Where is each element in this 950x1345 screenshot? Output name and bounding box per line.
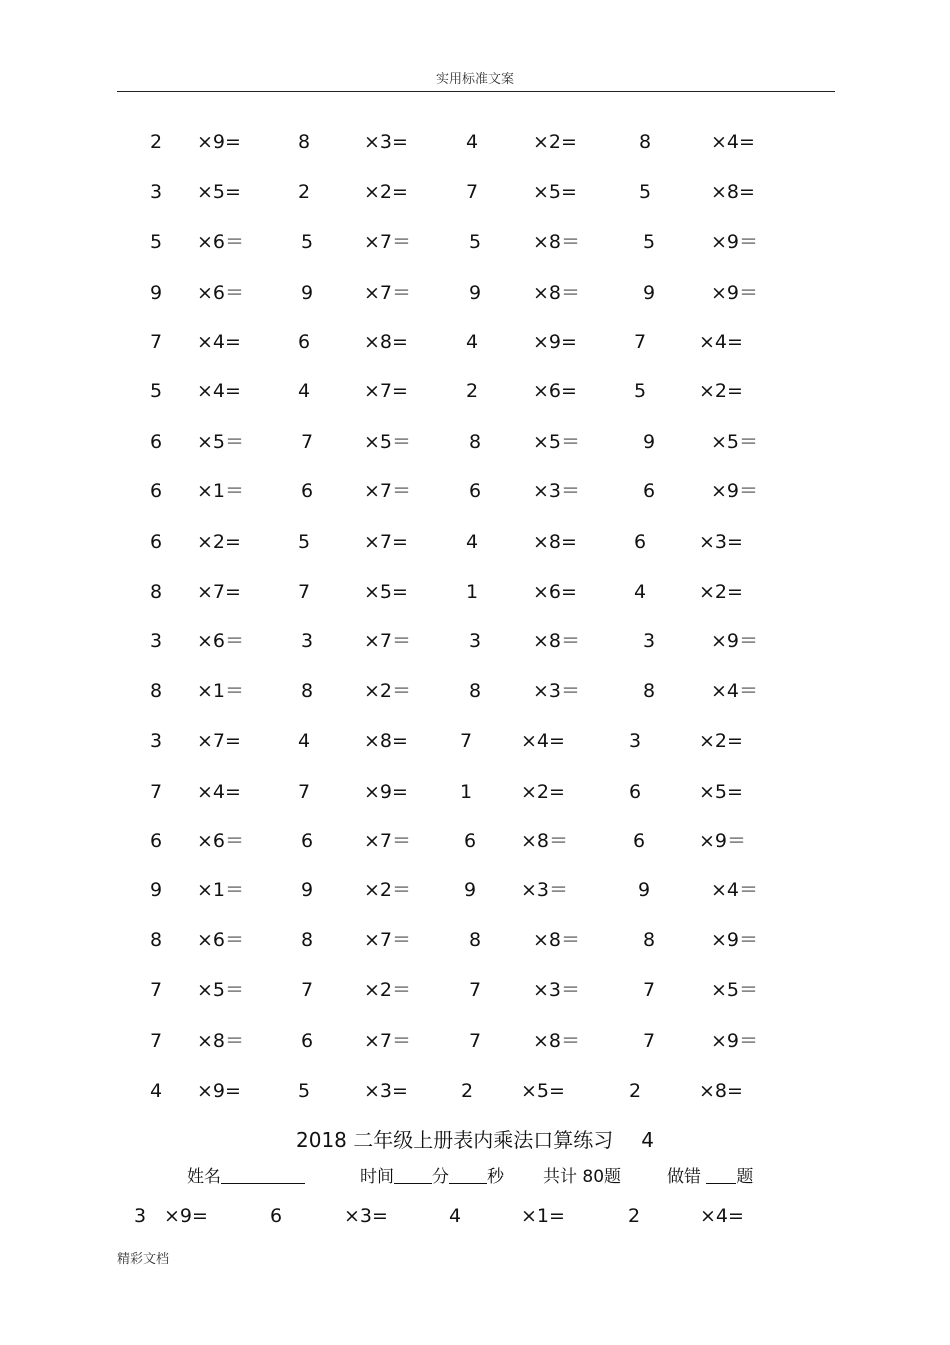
multiplicand: 4 (150, 1080, 163, 1102)
second-label: 秒 (487, 1167, 504, 1187)
multiplier-expression: ×7= (364, 531, 408, 553)
multiplicand: 7 (469, 1030, 482, 1052)
multiplicand: 5 (639, 181, 652, 203)
exercise-row (0, 280, 950, 306)
multiplicand: 8 (469, 680, 482, 702)
title-number: 4 (641, 1128, 654, 1152)
multiplicand: 3 (134, 1205, 147, 1227)
multiplier-expression: ×7= (364, 380, 408, 402)
multiplicand: 6 (633, 830, 646, 852)
multiplier-expression: ×9= (364, 781, 408, 803)
multiplier-expression: ×9＝ (711, 1030, 759, 1052)
multiplicand: 1 (466, 581, 479, 603)
multiplier-expression: ×2= (521, 781, 565, 803)
multiplier-expression: ×2＝ (364, 680, 412, 702)
name-field[interactable] (187, 1164, 305, 1190)
multiplier-expression: ×8= (699, 1080, 743, 1102)
multiplicand: 5 (643, 231, 656, 253)
multiplier-expression: ×9＝ (711, 929, 759, 951)
multiplicand: 7 (643, 979, 656, 1001)
exercise-row (0, 927, 950, 953)
multiplicand: 9 (301, 282, 314, 304)
total-label: 共计 (543, 1167, 577, 1187)
multiplicand: 8 (150, 680, 163, 702)
multiplier-expression: ×7= (197, 730, 241, 752)
multiplicand: 1 (460, 781, 473, 803)
exercise-row (0, 378, 950, 404)
multiplicand: 5 (469, 231, 482, 253)
multiplier-expression: ×7＝ (364, 480, 412, 502)
multiplier-expression: ×9＝ (711, 231, 759, 253)
multiplicand: 8 (469, 929, 482, 951)
multiplier-expression: ×8＝ (533, 929, 581, 951)
multiplicand: 3 (150, 630, 163, 652)
total-number: 80 (582, 1167, 605, 1187)
multiplier-expression: ×3= (699, 531, 743, 553)
multiplier-expression: ×5= (364, 581, 408, 603)
time-label: 时间 (360, 1167, 394, 1187)
multiplier-expression: ×1＝ (197, 480, 245, 502)
multiplicand: 2 (298, 181, 311, 203)
multiplicand: 8 (301, 929, 314, 951)
multiplicand: 9 (469, 282, 482, 304)
exercise-row (0, 779, 950, 805)
multiplier-expression: ×8= (364, 331, 408, 353)
exercise-row (0, 129, 950, 155)
wrong-blank[interactable] (706, 1165, 736, 1184)
multiplier-expression: ×4＝ (711, 879, 759, 901)
exercise-row (0, 877, 950, 903)
multiplier-expression: ×1＝ (197, 879, 245, 901)
time-field[interactable] (360, 1164, 504, 1190)
exercise-row (0, 1078, 950, 1104)
multiplier-expression: ×2= (699, 581, 743, 603)
multiplier-expression: ×9＝ (711, 282, 759, 304)
multiplicand: 7 (301, 431, 314, 453)
multiplier-expression: ×7＝ (364, 929, 412, 951)
multiplier-expression: ×3= (364, 1080, 408, 1102)
multiplicand: 7 (150, 331, 163, 353)
student-info-row (0, 1164, 950, 1190)
multiplicand: 5 (150, 380, 163, 402)
multiplier-expression: ×8＝ (533, 630, 581, 652)
multiplicand: 2 (629, 1080, 642, 1102)
multiplicand: 6 (150, 480, 163, 502)
multiplicand: 6 (301, 480, 314, 502)
multiplicand: 6 (629, 781, 642, 803)
multiplier-expression: ×9= (197, 1080, 241, 1102)
exercise-row (0, 478, 950, 504)
title-text: 2018 二年级上册表内乘法口算练习 (296, 1128, 614, 1152)
wrong-field[interactable] (667, 1164, 753, 1190)
multiplier-expression: ×8＝ (197, 1030, 245, 1052)
multiplier-expression: ×5＝ (364, 431, 412, 453)
multiplicand: 2 (628, 1205, 641, 1227)
page-header: 实用标准文案 (435, 72, 514, 87)
multiplicand: 6 (643, 480, 656, 502)
multiplicand: 3 (629, 730, 642, 752)
multiplicand: 7 (150, 979, 163, 1001)
multiplicand: 9 (301, 879, 314, 901)
multiplicand: 8 (639, 131, 652, 153)
multiplier-expression: ×5＝ (711, 431, 759, 453)
multiplier-expression: ×6＝ (197, 630, 245, 652)
multiplicand: 9 (150, 879, 163, 901)
multiplier-expression: ×3＝ (533, 680, 581, 702)
multiplier-expression: ×6＝ (197, 830, 245, 852)
multiplier-expression: ×7= (197, 581, 241, 603)
multiplicand: 5 (298, 531, 311, 553)
wrong-label: 做错 (667, 1167, 701, 1187)
multiplier-expression: ×4= (699, 331, 743, 353)
multiplier-expression: ×4= (197, 781, 241, 803)
multiplicand: 8 (150, 929, 163, 951)
multiplicand: 6 (298, 331, 311, 353)
multiplicand: 3 (469, 630, 482, 652)
multiplicand: 3 (301, 630, 314, 652)
multiplier-expression: ×8＝ (533, 1030, 581, 1052)
multiplicand: 7 (301, 979, 314, 1001)
multiplier-expression: ×8= (533, 531, 577, 553)
multiplicand: 5 (298, 1080, 311, 1102)
multiplicand: 8 (150, 581, 163, 603)
multiplier-expression: ×3＝ (521, 879, 569, 901)
multiplier-expression: ×2= (699, 380, 743, 402)
multiplicand: 6 (301, 1030, 314, 1052)
multiplier-expression: ×3＝ (533, 979, 581, 1001)
multiplier-expression: ×5＝ (533, 431, 581, 453)
total-count (543, 1164, 621, 1190)
multiplicand: 6 (150, 830, 163, 852)
exercise-row (0, 977, 950, 1003)
multiplier-expression: ×1＝ (197, 680, 245, 702)
multiplier-expression: ×2＝ (364, 879, 412, 901)
multiplicand: 7 (634, 331, 647, 353)
multiplicand: 2 (466, 380, 479, 402)
multiplicand: 3 (150, 181, 163, 203)
wrong-unit: 题 (736, 1167, 754, 1187)
multiplicand: 3 (643, 630, 656, 652)
exercise-row (0, 1028, 950, 1054)
multiplier-expression: ×5= (699, 781, 743, 803)
multiplier-expression: ×5＝ (197, 979, 245, 1001)
exercise-row (0, 728, 950, 754)
seconds-blank[interactable] (449, 1165, 487, 1184)
exercise-row (0, 828, 950, 854)
exercise-row (0, 229, 950, 255)
multiplier-expression: ×5= (521, 1080, 565, 1102)
multiplier-expression: ×5＝ (711, 979, 759, 1001)
multiplier-expression: ×7＝ (364, 282, 412, 304)
multiplier-expression: ×4= (521, 730, 565, 752)
multiplicand: 9 (643, 282, 656, 304)
multiplier-expression: ×2= (699, 730, 743, 752)
exercise-row (0, 628, 950, 654)
exercise-row (0, 579, 950, 605)
multiplier-expression: ×2= (197, 531, 241, 553)
multiplicand: 4 (466, 331, 479, 353)
multiplicand: 6 (150, 431, 163, 453)
name-label: 姓名 (187, 1167, 221, 1187)
multiplier-expression: ×6＝ (197, 282, 245, 304)
name-blank[interactable] (221, 1165, 305, 1184)
multiplier-expression: ×8＝ (521, 830, 569, 852)
multiplicand: 4 (298, 380, 311, 402)
multiplicand: 8 (298, 131, 311, 153)
multiplier-expression: ×6= (533, 581, 577, 603)
exercise-row (0, 678, 950, 704)
header-divider (117, 91, 835, 92)
multiplier-expression: ×2＝ (364, 979, 412, 1001)
total-unit: 题 (604, 1167, 622, 1187)
multiplier-expression: ×9＝ (699, 830, 747, 852)
multiplicand: 4 (634, 581, 647, 603)
multiplicand: 8 (301, 680, 314, 702)
multiplier-expression: ×8= (711, 181, 755, 203)
multiplier-expression: ×6= (533, 380, 577, 402)
minute-label: 分 (432, 1167, 449, 1187)
exercise-row (0, 429, 950, 455)
multiplicand: 4 (449, 1205, 462, 1227)
multiplicand: 6 (270, 1205, 283, 1227)
multiplier-expression: ×5＝ (197, 431, 245, 453)
multiplier-expression: ×7＝ (364, 1030, 412, 1052)
exercise-row (0, 179, 950, 205)
multiplicand: 4 (466, 131, 479, 153)
multiplicand: 7 (643, 1030, 656, 1052)
multiplicand: 5 (634, 380, 647, 402)
multiplicand: 2 (150, 131, 163, 153)
multiplier-expression: ×4= (700, 1205, 744, 1227)
multiplicand: 6 (150, 531, 163, 553)
multiplier-expression: ×3= (344, 1205, 388, 1227)
multiplicand: 9 (643, 431, 656, 453)
multiplier-expression: ×7＝ (364, 630, 412, 652)
multiplicand: 7 (150, 781, 163, 803)
multiplier-expression: ×7＝ (364, 830, 412, 852)
multiplicand: 7 (469, 979, 482, 1001)
multiplier-expression: ×9＝ (711, 480, 759, 502)
multiplier-expression: ×3＝ (533, 480, 581, 502)
multiplicand: 5 (301, 231, 314, 253)
multiplicand: 6 (464, 830, 477, 852)
multiplicand: 6 (469, 480, 482, 502)
exercise-row (0, 529, 950, 555)
multiplier-expression: ×6＝ (197, 231, 245, 253)
multiplier-expression: ×8＝ (533, 282, 581, 304)
multiplicand: 9 (464, 879, 477, 901)
multiplicand: 4 (466, 531, 479, 553)
multiplier-expression: ×4= (197, 380, 241, 402)
multiplier-expression: ×9= (197, 131, 241, 153)
multiplicand: 6 (634, 531, 647, 553)
minutes-blank[interactable] (394, 1165, 432, 1184)
multiplier-expression: ×6＝ (197, 929, 245, 951)
multiplier-expression: ×3= (364, 131, 408, 153)
multiplier-expression: ×7＝ (364, 231, 412, 253)
multiplier-expression: ×5= (197, 181, 241, 203)
exercise-row (0, 329, 950, 355)
multiplier-expression: ×5= (533, 181, 577, 203)
multiplier-expression: ×9＝ (711, 630, 759, 652)
page-footer: 精彩文档 (117, 1252, 170, 1267)
multiplier-expression: ×9= (533, 331, 577, 353)
multiplicand: 3 (150, 730, 163, 752)
multiplier-expression: ×2= (533, 131, 577, 153)
multiplicand: 5 (150, 231, 163, 253)
multiplicand: 6 (301, 830, 314, 852)
multiplicand: 7 (298, 581, 311, 603)
multiplicand: 7 (150, 1030, 163, 1052)
multiplier-expression: ×4＝ (711, 680, 759, 702)
multiplier-expression: ×8＝ (533, 231, 581, 253)
multiplicand: 7 (298, 781, 311, 803)
multiplicand: 9 (150, 282, 163, 304)
multiplicand: 8 (469, 431, 482, 453)
multiplicand: 7 (460, 730, 473, 752)
multiplicand: 4 (298, 730, 311, 752)
worksheet-title (0, 1126, 950, 1154)
multiplicand: 2 (461, 1080, 474, 1102)
multiplicand: 7 (466, 181, 479, 203)
multiplier-expression: ×8= (364, 730, 408, 752)
multiplicand: 8 (643, 680, 656, 702)
multiplier-expression: ×4= (711, 131, 755, 153)
multiplier-expression: ×1= (521, 1205, 565, 1227)
multiplier-expression: ×9= (164, 1205, 208, 1227)
multiplier-expression: ×4= (197, 331, 241, 353)
multiplicand: 8 (643, 929, 656, 951)
multiplicand: 9 (638, 879, 651, 901)
multiplier-expression: ×2= (364, 181, 408, 203)
exercise-row (0, 1203, 950, 1229)
